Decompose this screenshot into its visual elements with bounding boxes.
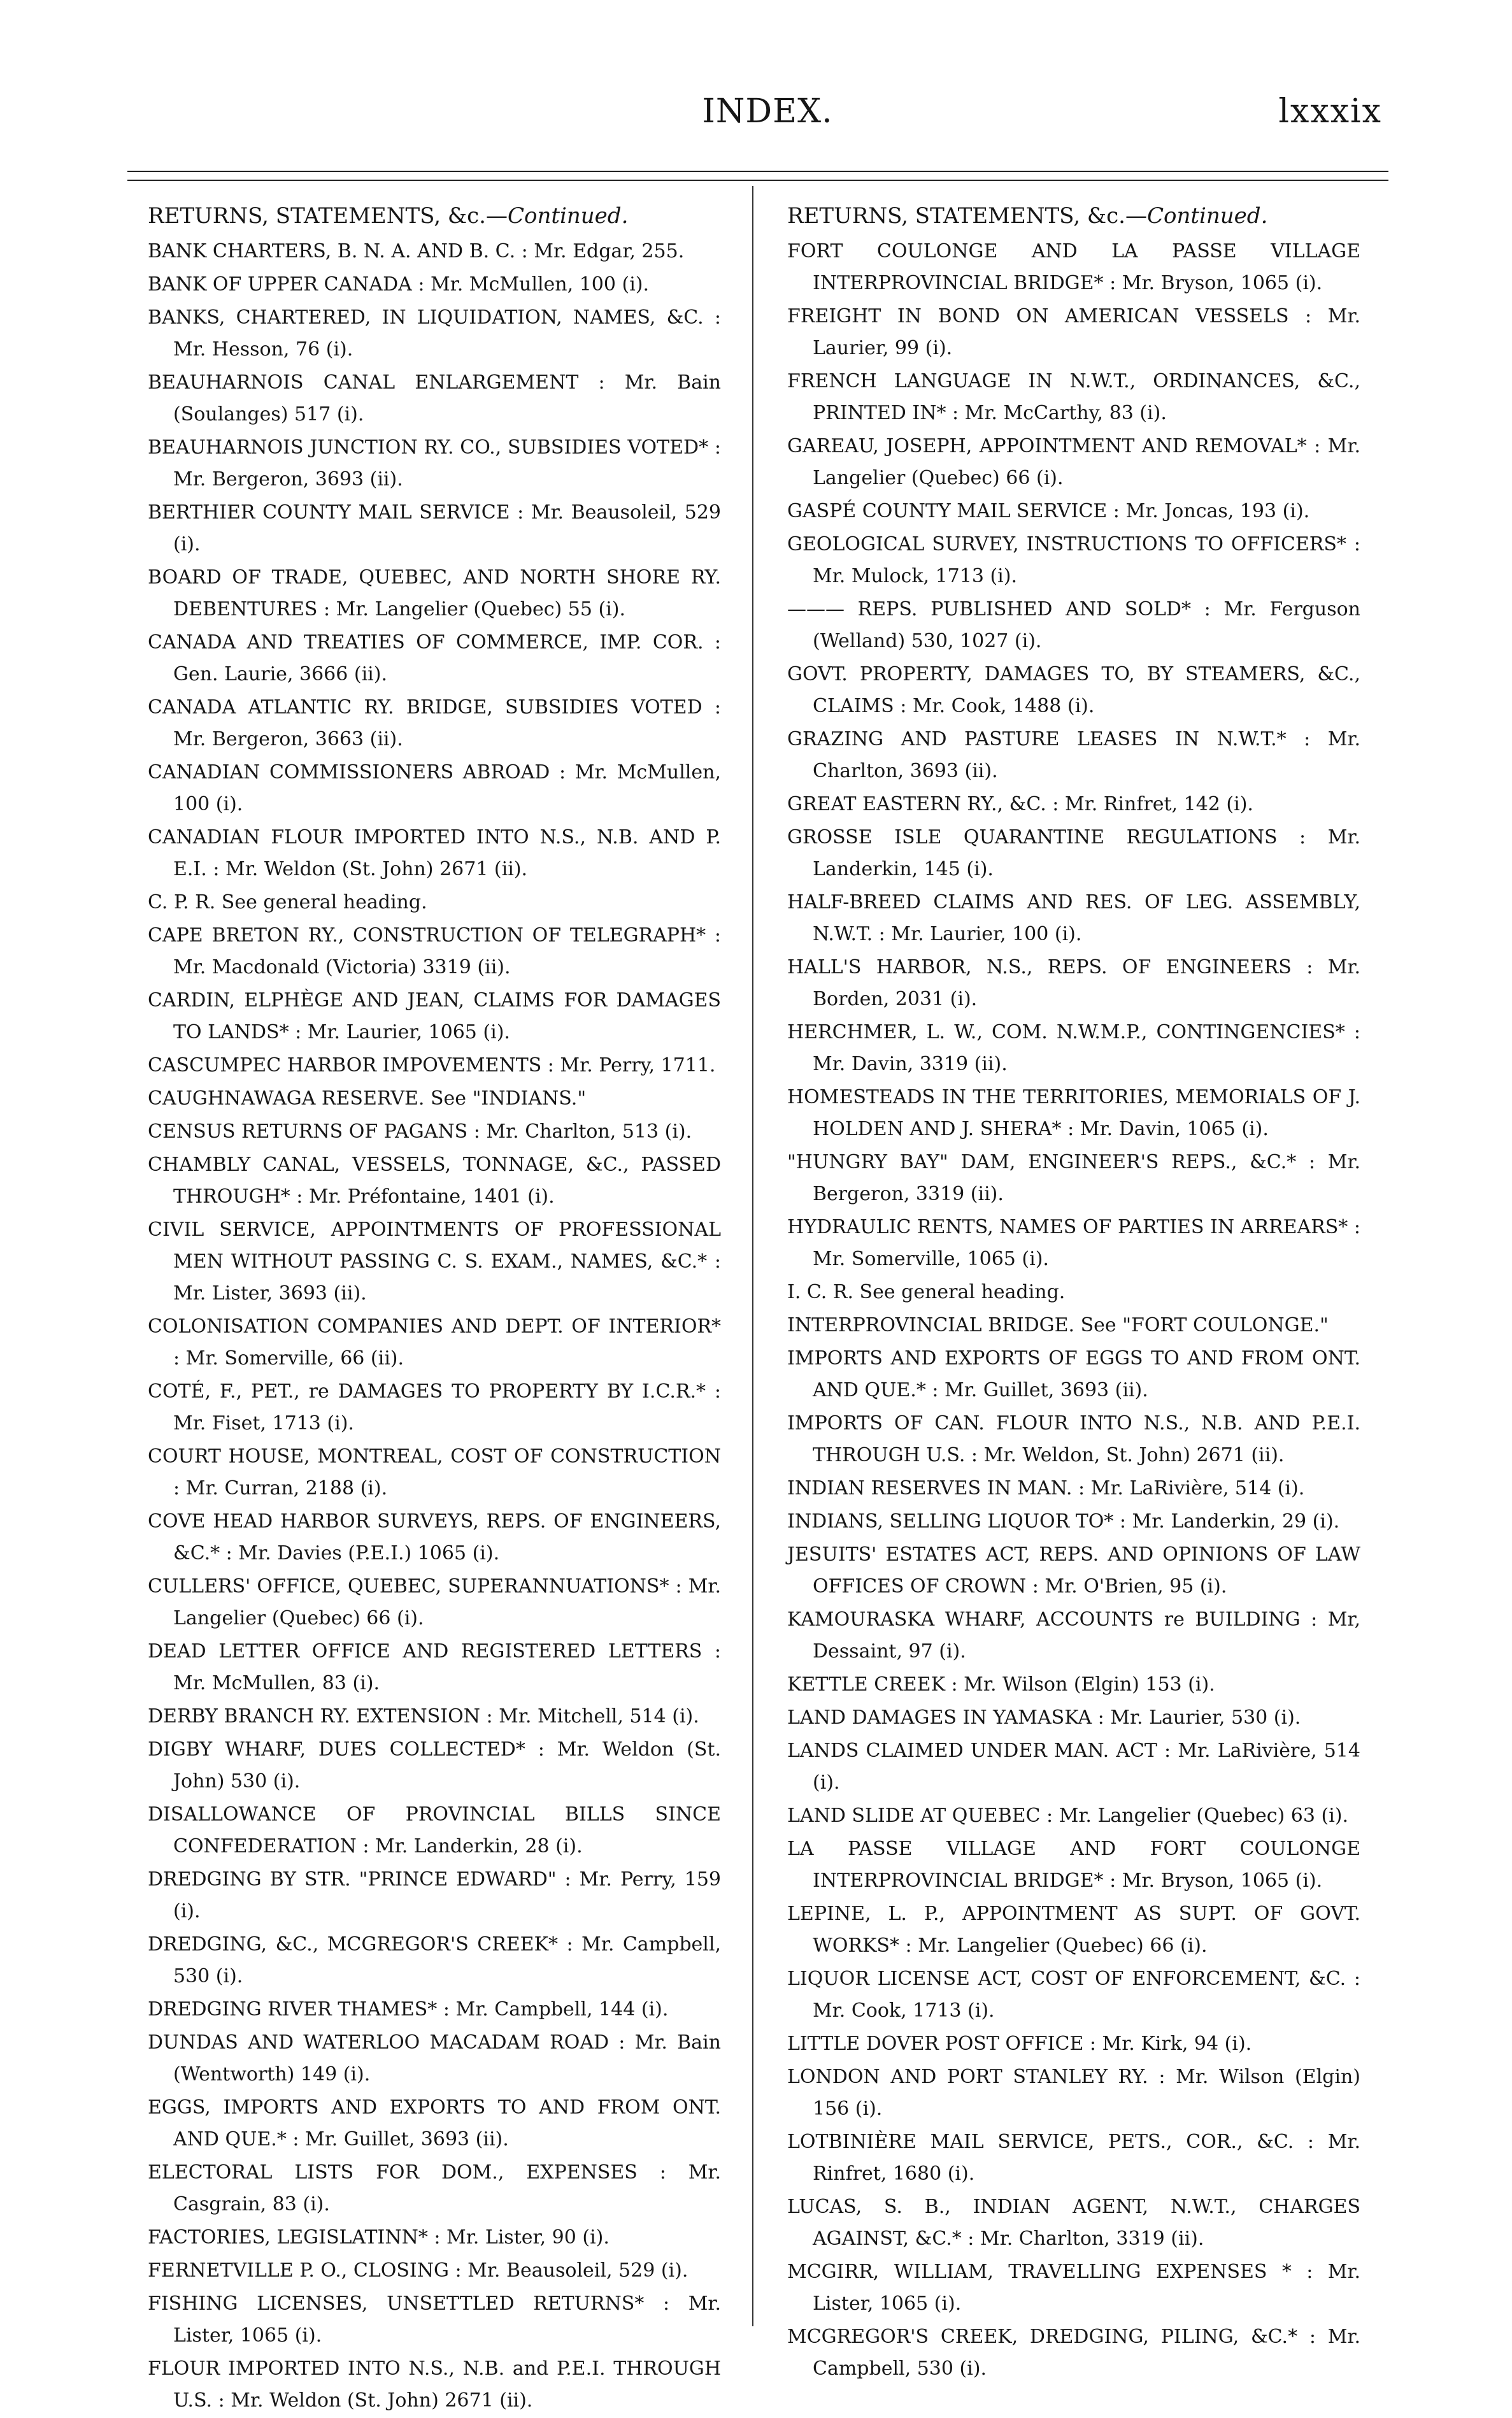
index-entry: BANK OF UPPER CANADA : Mr. McMullen, 100 (i). [148, 273, 650, 296]
index-entry: BANKS, CHARTERED, IN LIQUIDATION, NAMES, &C. : Mr. Hesson, 76 (i). [148, 306, 721, 361]
page-header [153, 92, 1382, 150]
index-entry: GROSSE ISLE QUARANTINE REGULATIONS : Mr. Landerkin, 145 (i). [787, 826, 1360, 880]
index-entry: CHAMBLY CANAL, VESSELS, TONNAGE, &C., PASSED THROUGH* : Mr. Préfontaine, 1401 (i). [148, 1154, 721, 1208]
index-entry: CAUGHNAWAGA RESERVE. See "INDIANS." [148, 1087, 587, 1110]
index-entry: FLOUR IMPORTED INTO N.S., N.B. and P.E.I. THROUGH U.S. : Mr. Weldon (St. John) 2671 (ii). [148, 2357, 721, 2412]
index-entry: CASCUMPEC HARBOR IMPOVEMENTS : Mr. Perry, 1711. [148, 1054, 716, 1077]
index-entry: LEPINE, L. P., APPOINTMENT AS SUPT. OF GOVT. WORKS* : Mr. Langelier (Quebec) 66 (i). [787, 1903, 1360, 1957]
index-entry: MCGREGOR'S CREEK, DREDGING, PILING, &C.* : Mr. Campbell, 530 (i). [787, 2326, 1360, 2380]
index-entry: DREDGING RIVER THAMES* : Mr. Campbell, 144 (i). [148, 1998, 669, 2021]
right-column [787, 199, 1360, 2386]
index-entry: FACTORIES, LEGISLATINN* : Mr. Lister, 90 (i). [148, 2226, 610, 2249]
page-number: lxxxix [1278, 92, 1382, 131]
index-entry: DREDGING BY STR. "PRINCE EDWARD" : Mr. Perry, 159 (i). [148, 1868, 721, 1922]
index-entry: IMPORTS AND EXPORTS OF EGGS TO AND FROM ONT. AND QUE.* : Mr. Guillet, 3693 (ii). [787, 1347, 1360, 1401]
index-entry: CULLERS' OFFICE, QUEBEC, SUPERANNUATIONS* : Mr. Langelier (Quebec) 66 (i). [148, 1575, 721, 1629]
index-entry: GASPÉ COUNTY MAIL SERVICE : Mr. Joncas, 193 (i). [787, 500, 1310, 522]
index-entry: IMPORTS OF CAN. FLOUR INTO N.S., N.B. AND P.E.I. THROUGH U.S. : Mr. Weldon, St. John) 2671 (ii). [787, 1412, 1360, 1466]
index-entry: COLONISATION COMPANIES AND DEPT. OF INTERIOR* : Mr. Somerville, 66 (ii). [148, 1315, 721, 1370]
index-entry: BOARD OF TRADE, QUEBEC, AND NORTH SHORE RY. DEBENTURES : Mr. Langelier (Quebec) 55 (i). [148, 566, 721, 620]
index-entry: DERBY BRANCH RY. EXTENSION : Mr. Mitchell, 514 (i). [148, 1705, 699, 1728]
index-entry: INTERPROVINCIAL BRIDGE. See "FORT COULONGE." [787, 1314, 1329, 1336]
index-entry: KAMOURASKA WHARF, ACCOUNTS re BUILDING : Mr, Dessaint, 97 (i). [787, 1608, 1360, 1663]
index-entry: ——— REPS. PUBLISHED AND SOLD* : Mr. Ferguson (Welland) 530, 1027 (i). [787, 598, 1360, 652]
index-entry: DIGBY WHARF, DUES COLLECTED* : Mr. Weldon (St. John) 530 (i). [148, 1738, 721, 1792]
index-entry: "HUNGRY BAY" DAM, ENGINEER'S REPS., &C.* : Mr. Bergeron, 3319 (ii). [787, 1151, 1360, 1205]
index-entry: DREDGING, &C., MCGREGOR'S CREEK* : Mr. Campbell, 530 (i). [148, 1933, 721, 1987]
index-entry: COTÉ, F., PET., re DAMAGES TO PROPERTY BY I.C.R.* : Mr. Fiset, 1713 (i). [148, 1380, 721, 1434]
index-entry: KETTLE CREEK : Mr. Wilson (Elgin) 153 (i). [787, 1673, 1215, 1696]
index-entry: DUNDAS AND WATERLOO MACADAM ROAD : Mr. Bain (Wentworth) 149 (i). [148, 2031, 721, 2085]
left-column [148, 199, 721, 2418]
index-entry: GRAZING AND PASTURE LEASES IN N.W.T.* : Mr. Charlton, 3693 (ii). [787, 728, 1360, 782]
index-entry: LUCAS, S. B., INDIAN AGENT, N.W.T., CHARGES AGAINST, &C.* : Mr. Charlton, 3319 (ii). [787, 2196, 1360, 2250]
section-heading [148, 199, 721, 233]
index-entry: INDIAN RESERVES IN MAN. : Mr. LaRivière, 514 (i). [787, 1477, 1305, 1499]
index-entry: HALF-BREED CLAIMS AND RES. OF LEG. ASSEMBLY, N.W.T. : Mr. Laurier, 100 (i). [787, 891, 1360, 945]
header-rule-top [127, 171, 1388, 172]
index-entry: GEOLOGICAL SURVEY, INSTRUCTIONS TO OFFICERS* : Mr. Mulock, 1713 (i). [787, 533, 1360, 587]
index-entry: FORT COULONGE AND LA PASSE VILLAGE INTERPROVINCIAL BRIDGE* : Mr. Bryson, 1065 (i). [787, 240, 1360, 294]
index-entry: BEAUHARNOIS JUNCTION RY. CO., SUBSIDIES VOTED* : Mr. Bergeron, 3693 (ii). [148, 436, 721, 490]
index-entry: CENSUS RETURNS OF PAGANS : Mr. Charlton, 513 (i). [148, 1120, 692, 1143]
column-divider [752, 186, 753, 2326]
index-entry: MCGIRR, WILLIAM, TRAVELLING EXPENSES * : Mr. Lister, 1065 (i). [787, 2261, 1360, 2315]
section-continued: Continued. [507, 203, 629, 229]
index-entry: INDIANS, SELLING LIQUOR TO* : Mr. Landerkin, 29 (i). [787, 1510, 1340, 1533]
index-entry: GREAT EASTERN RY., &C. : Mr. Rinfret, 142 (i). [787, 793, 1253, 815]
index-entry: FERNETVILLE P. O., CLOSING : Mr. Beausoleil, 529 (i). [148, 2259, 688, 2282]
index-entry: CARDIN, ELPHÈGE AND JEAN, CLAIMS FOR DAMAGES TO LANDS* : Mr. Laurier, 1065 (i). [148, 989, 721, 1043]
index-entry: I. C. R. See general heading. [787, 1281, 1066, 1303]
index-entry: HYDRAULIC RENTS, NAMES OF PARTIES IN ARREARS* : Mr. Somerville, 1065 (i). [787, 1216, 1360, 1270]
index-entry: HOMESTEADS IN THE TERRITORIES, MEMORIALS OF J. HOLDEN AND J. SHERA* : Mr. Davin, 1065 (i). [787, 1086, 1360, 1140]
index-entry-list [148, 236, 721, 2417]
index-entry: LAND SLIDE AT QUEBEC : Mr. Langelier (Quebec) 63 (i). [787, 1805, 1349, 1827]
section-heading-text: RETURNS, STATEMENTS, &c.— [787, 203, 1147, 229]
section-heading-text: RETURNS, STATEMENTS, &c.— [148, 203, 508, 229]
section-continued: Continued. [1146, 203, 1268, 229]
page-title: INDEX. [702, 92, 833, 131]
index-entry: CANADIAN COMMISSIONERS ABROAD : Mr. McMullen, 100 (i). [148, 761, 721, 815]
index-entry: LA PASSE VILLAGE AND FORT COULONGE INTERPROVINCIAL BRIDGE* : Mr. Bryson, 1065 (i). [787, 1838, 1360, 1892]
index-entry: COURT HOUSE, MONTREAL, COST OF CONSTRUCTION : Mr. Curran, 2188 (i). [148, 1445, 721, 1499]
index-entry: ELECTORAL LISTS FOR DOM., EXPENSES : Mr. Casgrain, 83 (i). [148, 2161, 721, 2215]
section-heading [787, 199, 1360, 233]
index-entry: LIQUOR LICENSE ACT, COST OF ENFORCEMENT, &C. : Mr. Cook, 1713 (i). [787, 1968, 1360, 2022]
index-entry: LONDON AND PORT STANLEY RY. : Mr. Wilson (Elgin) 156 (i). [787, 2066, 1360, 2120]
index-entry: FRENCH LANGUAGE IN N.W.T., ORDINANCES, &C., PRINTED IN* : Mr. McCarthy, 83 (i). [787, 370, 1360, 424]
index-entry: CANADIAN FLOUR IMPORTED INTO N.S., N.B. AND P. E.I. : Mr. Weldon (St. John) 2671 (ii). [148, 826, 721, 880]
index-entry: JESUITS' ESTATES ACT, REPS. AND OPINIONS OF LAW OFFICES OF CROWN : Mr. O'Brien, 95 (i). [787, 1543, 1360, 1598]
header-rule-bottom [127, 180, 1388, 181]
index-entry-list [787, 236, 1360, 2385]
index-entry: DEAD LETTER OFFICE AND REGISTERED LETTERS : Mr. McMullen, 83 (i). [148, 1640, 721, 1694]
index-entry: CIVIL SERVICE, APPOINTMENTS OF PROFESSIONAL MEN WITHOUT PASSING C. S. EXAM., NAMES, &C.* : Mr. Lister, 3693 (ii). [148, 1219, 721, 1305]
index-entry: EGGS, IMPORTS AND EXPORTS TO AND FROM ONT. AND QUE.* : Mr. Guillet, 3693 (ii). [148, 2096, 721, 2150]
index-entry: DISALLOWANCE OF PROVINCIAL BILLS SINCE CONFEDERATION : Mr. Landerkin, 28 (i). [148, 1803, 721, 1857]
index-entry: BERTHIER COUNTY MAIL SERVICE : Mr. Beausoleil, 529 (i). [148, 501, 721, 555]
index-entry: COVE HEAD HARBOR SURVEYS, REPS. OF ENGINEERS, &C.* : Mr. Davies (P.E.I.) 1065 (i). [148, 1510, 721, 1564]
index-entry: CANADA AND TREATIES OF COMMERCE, IMP. COR. : Gen. Laurie, 3666 (ii). [148, 631, 721, 685]
index-entry: CANADA ATLANTIC RY. BRIDGE, SUBSIDIES VOTED : Mr. Bergeron, 3663 (ii). [148, 696, 721, 750]
index-entry: HALL'S HARBOR, N.S., REPS. OF ENGINEERS : Mr. Borden, 2031 (i). [787, 956, 1360, 1010]
index-entry: LANDS CLAIMED UNDER MAN. ACT : Mr. LaRivière, 514 (i). [787, 1740, 1360, 1794]
index-entry: FREIGHT IN BOND ON AMERICAN VESSELS : Mr. Laurier, 99 (i). [787, 305, 1360, 359]
index-entry: LITTLE DOVER POST OFFICE : Mr. Kirk, 94 (i). [787, 2033, 1252, 2055]
index-entry: GAREAU, JOSEPH, APPOINTMENT AND REMOVAL* : Mr. Langelier (Quebec) 66 (i). [787, 435, 1360, 489]
index-entry: GOVT. PROPERTY, DAMAGES TO, BY STEAMERS, &C., CLAIMS : Mr. Cook, 1488 (i). [787, 663, 1360, 717]
index-entry: BEAUHARNOIS CANAL ENLARGEMENT : Mr. Bain (Soulanges) 517 (i). [148, 371, 721, 426]
index-entry: LOTBINIÈRE MAIL SERVICE, PETS., COR., &C. : Mr. Rinfret, 1680 (i). [787, 2131, 1360, 2185]
index-entry: BANK CHARTERS, B. N. A. AND B. C. : Mr. Edgar, 255. [148, 240, 685, 262]
index-entry: CAPE BRETON RY., CONSTRUCTION OF TELEGRAPH* : Mr. Macdonald (Victoria) 3319 (ii). [148, 924, 721, 978]
index-entry: FISHING LICENSES, UNSETTLED RETURNS* : Mr. Lister, 1065 (i). [148, 2293, 721, 2347]
index-entry: C. P. R. See general heading. [148, 891, 427, 913]
index-entry: LAND DAMAGES IN YAMASKA : Mr. Laurier, 530 (i). [787, 1706, 1301, 1729]
index-entry: HERCHMER, L. W., COM. N.W.M.P., CONTINGENCIES* : Mr. Davin, 3319 (ii). [787, 1021, 1360, 1075]
